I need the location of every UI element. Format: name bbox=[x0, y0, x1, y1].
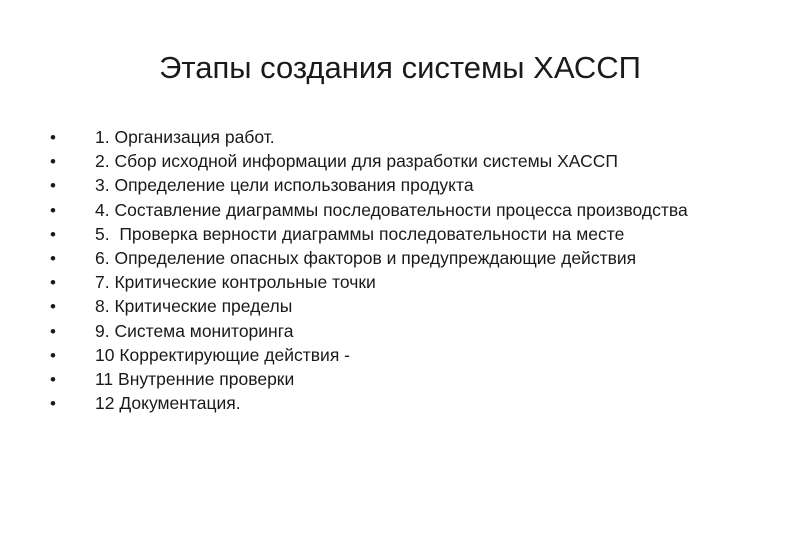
list-item bbox=[0, 224, 800, 245]
list-item bbox=[0, 127, 800, 148]
list-item-text: 3. Определение цели использования продукта bbox=[95, 175, 474, 196]
bullet-icon: • bbox=[50, 297, 56, 317]
list-item bbox=[0, 200, 800, 221]
list-item-text: 11 Внутренние проверки bbox=[95, 368, 295, 389]
list-item bbox=[0, 393, 800, 414]
bullet-icon: • bbox=[50, 273, 56, 293]
list-item bbox=[0, 272, 800, 293]
list-item bbox=[0, 175, 800, 196]
bullet-icon: • bbox=[50, 176, 56, 196]
list-item-text: 9. Система мониторинга bbox=[95, 320, 294, 341]
list-item bbox=[0, 369, 800, 390]
stages-list bbox=[0, 127, 800, 417]
list-item-text: 4. Составление диаграммы последовательности процесса производства bbox=[95, 199, 688, 220]
bullet-icon: • bbox=[50, 248, 56, 268]
bullet-icon: • bbox=[50, 345, 56, 365]
bullet-icon: • bbox=[50, 394, 56, 414]
list-item bbox=[0, 296, 800, 317]
bullet-icon: • bbox=[50, 128, 56, 147]
list-item bbox=[0, 151, 800, 172]
bullet-icon: • bbox=[50, 321, 56, 341]
list-item-text: 2. Сбор исходной информации для разработки системы ХАССП bbox=[95, 151, 618, 172]
list-item-text: 1. Организация работ. bbox=[95, 127, 275, 147]
list-item-text: 12 Документация. bbox=[95, 393, 241, 414]
list-item-text: 6. Определение опасных факторов и предупреждающие действия bbox=[95, 247, 637, 268]
list-item-text: 10 Корректирующие действия - bbox=[95, 344, 350, 365]
list-item-text: 7. Критические контрольные точки bbox=[95, 272, 376, 293]
bullet-icon: • bbox=[50, 369, 56, 389]
slide-title: Этапы создания системы ХАССП bbox=[159, 50, 641, 85]
bullet-icon: • bbox=[50, 224, 56, 244]
bullet-icon: • bbox=[50, 152, 56, 172]
list-item bbox=[0, 345, 800, 366]
list-item bbox=[0, 248, 800, 269]
bullet-icon: • bbox=[50, 200, 56, 220]
list-item bbox=[0, 321, 800, 342]
list-item-text: 5. Проверка верности диаграммы последовательности на месте bbox=[95, 223, 625, 244]
list-item-text: 8. Критические пределы bbox=[95, 296, 293, 317]
